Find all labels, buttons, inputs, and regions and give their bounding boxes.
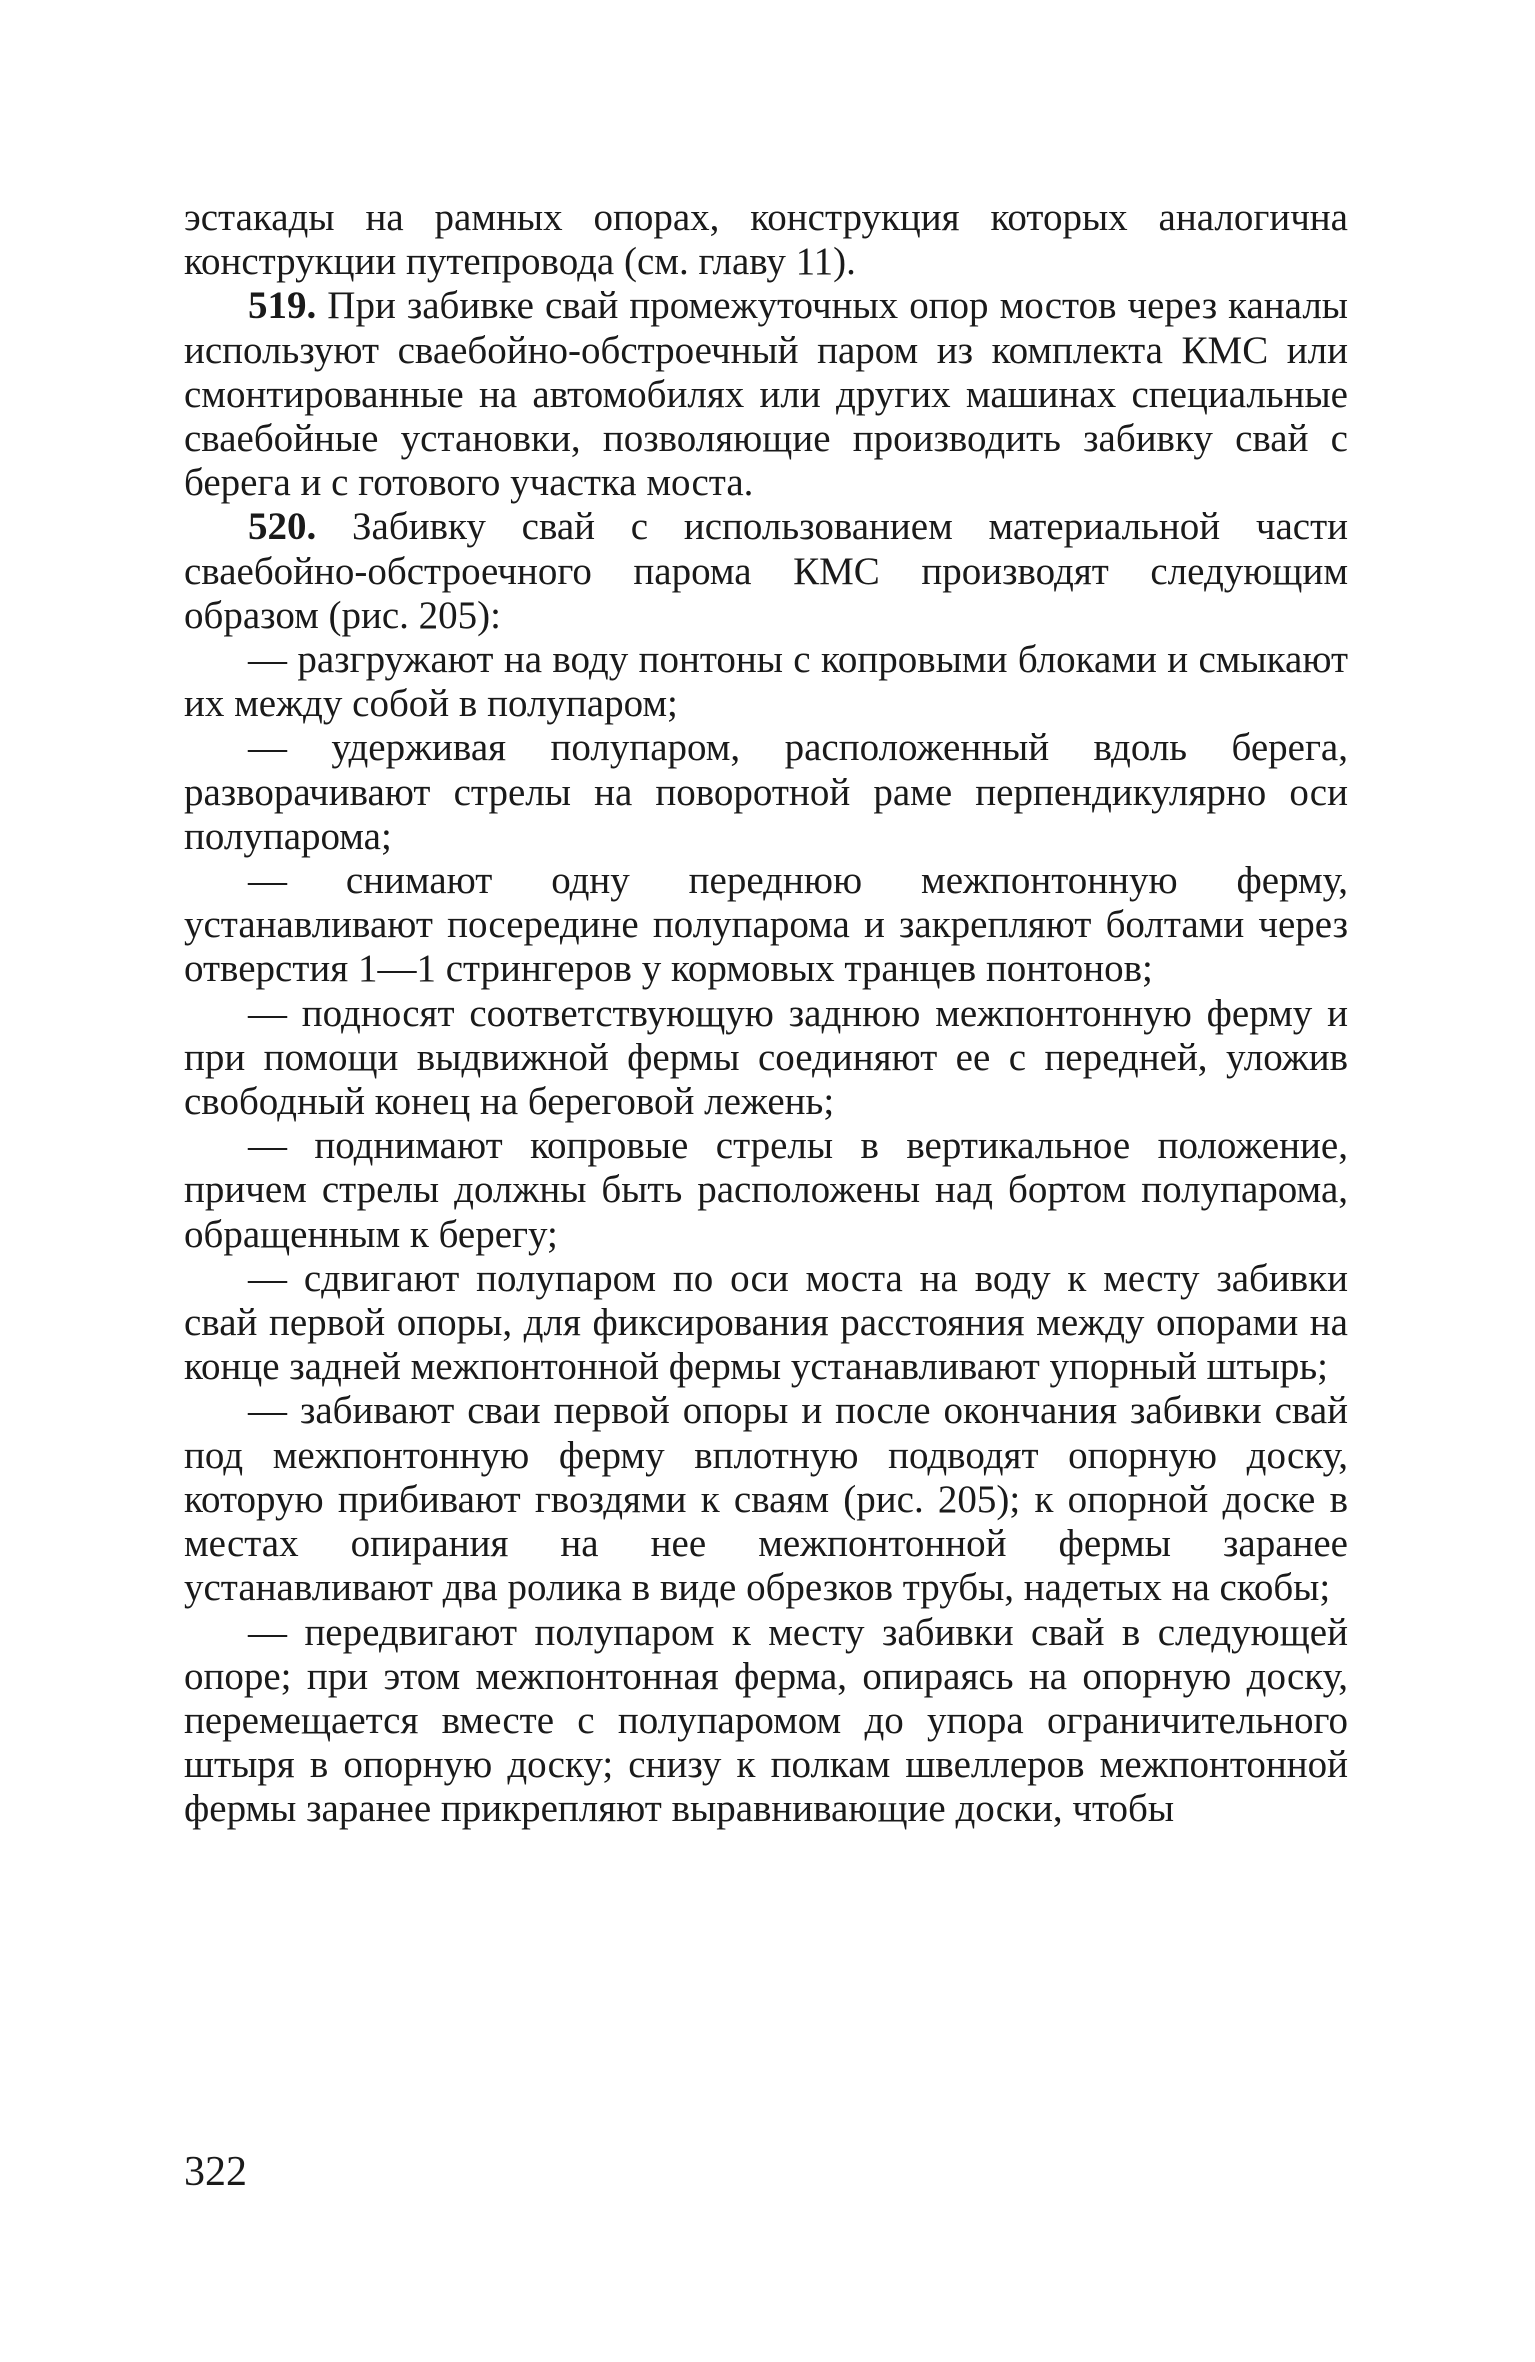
list-item-step-7: — забивают сваи первой опоры и после окончания забивки свай под межпонтонную ферму вплотную подводят опорную доску, которую прибивают гвоздями к сваям (рис. 205); к опорной доске в местах опирания на нее межпонтонной фермы заранее устанавливают два ролика в виде обрезков трубы, надетых на скобы; xyxy=(184,1389,1348,1610)
list-item-step-2: — удерживая полупаром, расположенный вдоль берега, разворачивают стрелы на поворотной раме перпендикулярно оси полупарома; xyxy=(184,726,1348,858)
paragraph-520: 520. Забивку свай с использованием материальной части сваебойно-обстроечного парома КМС производят следующим образом (рис. 205): xyxy=(184,505,1349,637)
list-item-step-1: — разгружают на воду понтоны с копровыми блоками и смыкают их между собой в полупаром; xyxy=(184,638,1348,726)
list-item-step-6: — сдвигают полупаром по оси моста на воду к месту забивки свай первой опоры, для фиксирования расстояния между опорами на конце задней межпонтонной фермы устанавливают упорный штырь; xyxy=(184,1256,1348,1389)
paragraph-intro-continuation: эстакады на рамных опорах, конструкция которых аналогична конструкции путепровода (см. главу 11). xyxy=(184,196,1348,284)
page-number: 322 xyxy=(184,2149,247,2195)
list-item-step-4: — подносят соответствующую заднюю межпонтонную ферму и при помощи выдвижной фермы соединяют ее с передней, уложив свободный конец на береговой лежень; xyxy=(184,991,1348,1124)
paragraph-519: 519. При забивке свай промежуточных опор мостов через каналы используют сваебойно-обстроечный паром из комплекта КМС или смонтированные на автомобилях или других машинах специальные сваебойные установки, позволяющие производить забивку свай с берега и с готового участка моста. xyxy=(184,284,1348,505)
paragraph-number: 520. xyxy=(248,505,317,549)
list-item-step-5: — поднимают копровые стрелы в вертикальное положение, причем стрелы должны быть расположены над бортом полупарома, обращенным к берегу; xyxy=(184,1124,1348,1256)
list-item-step-8: — передвигают полупаром к месту забивки свай в следующей опоре; при этом межпонтонная ферма, опираясь на опорную доску, перемещается вместе с полупаромом до упора ограничительного штыря в опорную доску; снизу к полкам швеллеров межпонтонной фермы заранее прикрепляют выравнивающие доски, чтобы xyxy=(184,1610,1348,1831)
paragraph-number: 519. xyxy=(248,284,317,328)
body-text xyxy=(184,196,1348,1832)
list-item-step-3: — снимают одну переднюю межпонтонную ферму, устанавливают посередине полупарома и закрепляют болтами через отверстия 1—1 стрингеров у кормовых транцев понтонов; xyxy=(184,859,1348,991)
